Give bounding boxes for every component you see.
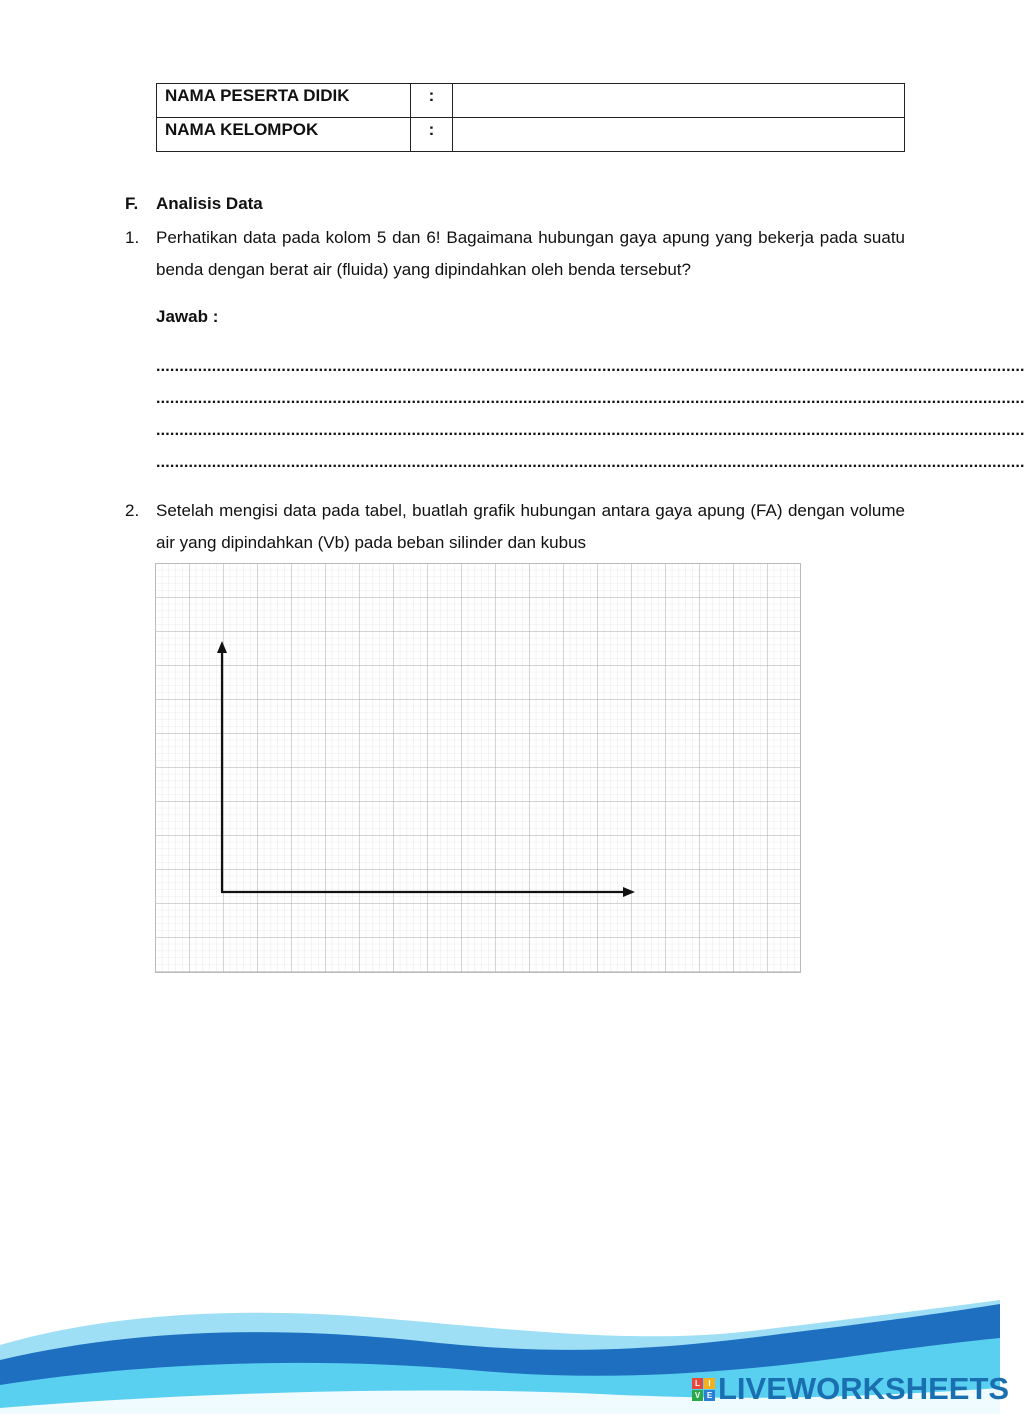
table-row <box>157 84 905 118</box>
question-text: Setelah mengisi data pada tabel, buatlah grafik hubungan antara gaya apung (FA) dengan volume air yang dipindahkan (Vb) pada beban silinder dan kubus <box>156 501 905 552</box>
grid-lines <box>155 563 801 973</box>
logo-blocks-icon: L I V E <box>692 1378 715 1401</box>
answer-line-4[interactable]: ........................................................................................................................................................................................... <box>156 454 1025 471</box>
section-letter: F. <box>125 194 139 213</box>
question-1 <box>125 222 905 286</box>
liveworksheets-logo <box>692 1372 1009 1406</box>
student-identity-table <box>156 83 905 152</box>
answer-line-2[interactable]: ........................................................................................................................................................................................... <box>156 390 1025 407</box>
group-name-label: NAMA KELOMPOK <box>157 118 411 152</box>
separator: : <box>411 118 453 152</box>
separator: : <box>411 84 453 118</box>
group-name-field[interactable] <box>453 118 905 152</box>
question-text: Perhatikan data pada kolom 5 dan 6! Bagaimana hubungan gaya apung yang bekerja pada suatu benda dengan berat air (fluida) yang dipindahkan oleh benda tersebut? <box>156 228 905 279</box>
table-row <box>157 118 905 152</box>
answer-label: Jawab : <box>156 307 219 326</box>
logo-text: LIVEWORKSHEETS <box>718 1371 1010 1406</box>
question-number: 2. <box>125 501 140 520</box>
question-2 <box>125 495 905 559</box>
section-title: Analisis Data <box>156 194 263 213</box>
section-heading <box>125 194 263 214</box>
student-name-field[interactable] <box>453 84 905 118</box>
answer-line-1[interactable]: ........................................................................................................................................................................................... <box>156 358 1025 375</box>
graph-paper[interactable] <box>155 563 801 978</box>
answer-line-3[interactable]: ........................................................................................................................................................................................... <box>156 422 1025 439</box>
graph-paper-svg <box>155 563 801 973</box>
question-number: 1. <box>125 228 140 247</box>
student-name-label: NAMA PESERTA DIDIK <box>157 84 411 118</box>
